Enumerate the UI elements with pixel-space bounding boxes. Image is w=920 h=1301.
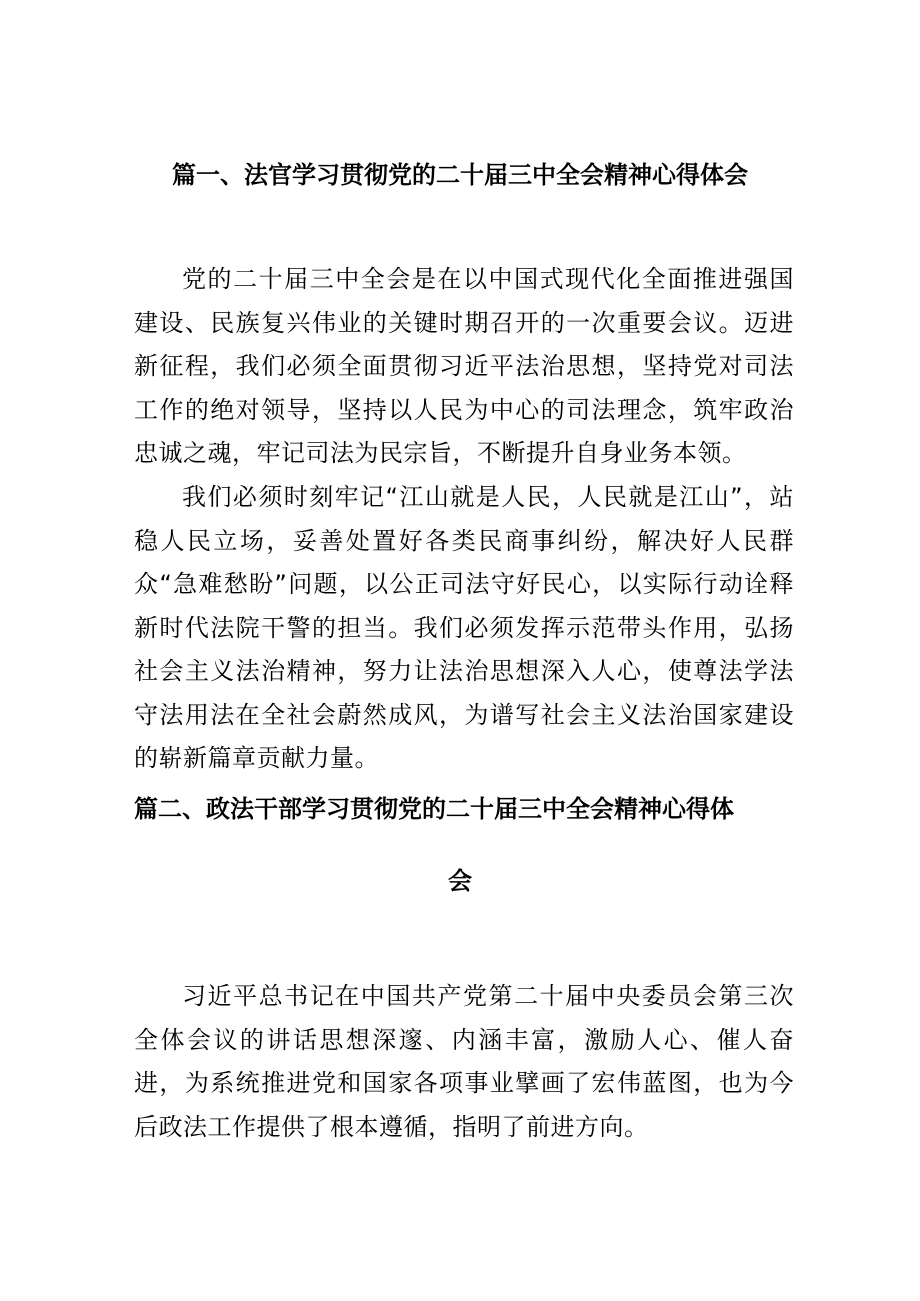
article1-title: 篇一、法官学习贯彻党的二十届三中全会精神心得体会 [172,161,748,189]
article2-paragraph-1: 习近平总书记在中国共产党第二十届中央委员会第三次全体会议的讲话思想深邃、内涵丰富，激励人心、催人奋进，为系统推进党和国家各项事业擘画了宏伟蓝图，也为今后政法工作提供了根本遵循，指明了前进方向。 [134,982,794,1141]
article1-paragraph-2: 我们必须时刻牢记“江山就是人民，人民就是江山”，站稳人民立场，妥善处置好各类民商事纠纷，解决好人民群众“急难愁盼”问题，以公正司法守好民心，以实际行动诠释新时代法院干警的担当。我们必须发挥示范带头作用，弘扬社会主义法治精神，努力让法治思想深入人心，使尊法学法守法用法在全社会蔚然成风，为谱写社会主义法治国家建设的崭新篇章贡献力量。 [134,483,794,772]
article2-title-line1: 篇二、政法干部学习贯彻党的二十届三中全会精神心得体 [134,795,734,823]
article1-paragraph-1: 党的二十届三中全会是在以中国式现代化全面推进强国建设、民族复兴伟业的关键时期召开的一次重要会议。迈进新征程，我们必须全面贯彻习近平法治思想，坚持党对司法工作的绝对领导，坚持以人民为中心的司法理念，筑牢政治忠诚之魂，牢记司法为民宗旨，不断提升自身业务本领。 [134,265,794,467]
article2-title-line2: 会 [448,867,472,895]
